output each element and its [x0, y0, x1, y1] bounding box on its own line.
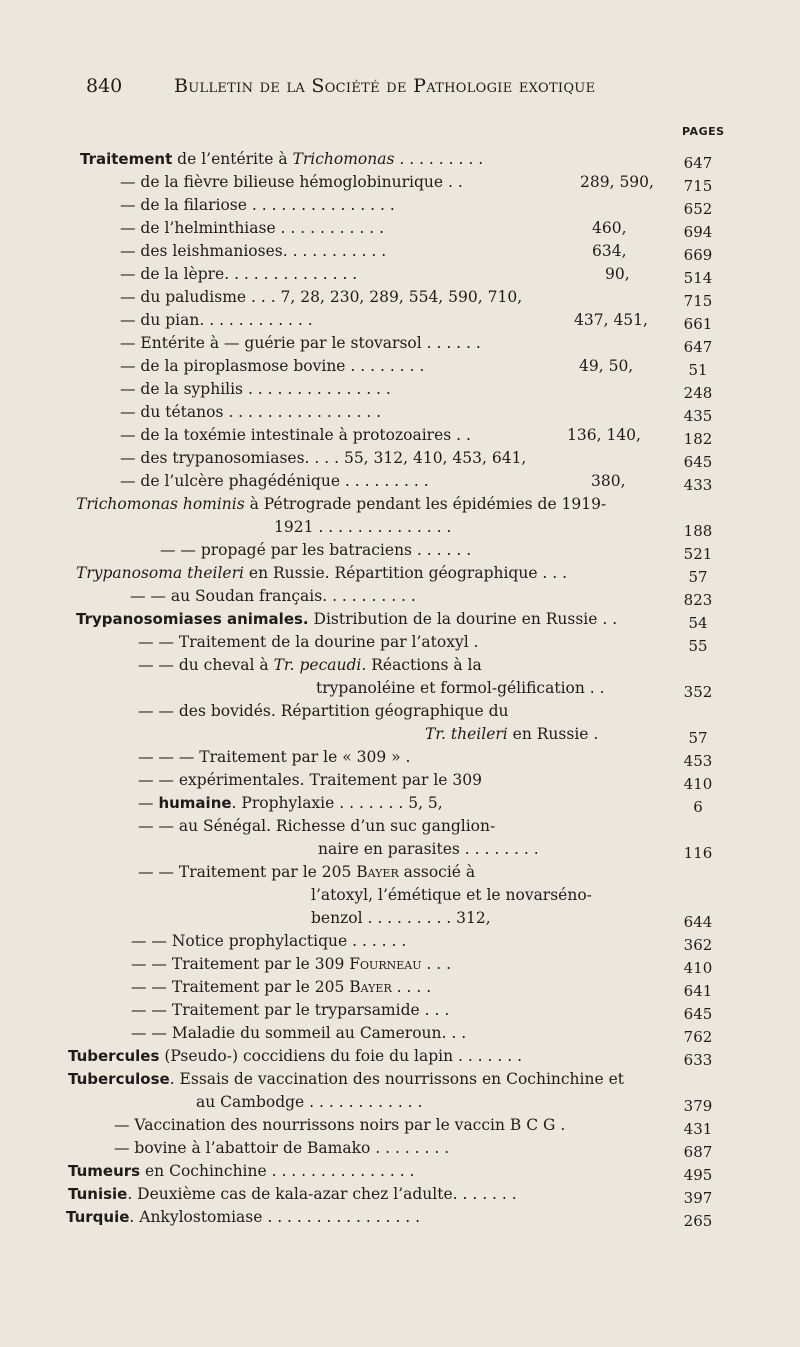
entry-page-number: 644: [683, 913, 713, 931]
entry-page-number: 57: [688, 568, 708, 586]
index-entry: [66, 1206, 662, 1229]
index-entry: [316, 677, 662, 700]
entry-reference-numbers: 90,: [605, 265, 630, 283]
index-entry: [120, 447, 662, 470]
entry-text: — Entérite à — guérie par le stovarsol . . . . . .: [120, 334, 481, 352]
entry-text: Trichomonas hominis: [76, 495, 245, 513]
entry-page-number: 669: [683, 246, 713, 264]
entry-text: — de l’ulcère phagédénique . . . . . . . . .: [120, 472, 429, 490]
entry-text: . Ankylostomiase . . . . . . . . . . . . . . . .: [129, 1208, 421, 1226]
entry-text: —: [138, 794, 159, 812]
entry-text: Tr. pecaudi.: [273, 656, 367, 674]
entry-page-number: 51: [688, 361, 708, 379]
entry-page-number: 645: [683, 1005, 713, 1023]
page-number: 840: [86, 75, 123, 97]
entry-text: — de la piroplasmose bovine . . . . . . . .: [120, 357, 425, 375]
entry-heading: Tubercules: [68, 1047, 160, 1065]
index-entry: [131, 976, 662, 999]
entry-text: — — Traitement par le 309: [131, 955, 350, 973]
entry-heading: Tuberculose: [68, 1070, 170, 1088]
entry-text: — de la fièvre bilieuse hémoglobinurique . .: [120, 173, 463, 191]
index-entry: [120, 378, 662, 401]
index-entry: [120, 332, 662, 355]
entry-page-number: 647: [683, 154, 713, 172]
entry-page-number: 715: [683, 177, 713, 195]
entry-page-number: 431: [683, 1120, 713, 1138]
entry-text: . Deuxième cas de kala-azar chez l’adulte. . . . . . .: [127, 1185, 517, 1203]
entry-text: — — Notice prophylactique . . . . . .: [131, 932, 407, 950]
entry-page-number: 823: [683, 591, 713, 609]
entry-text: Trypanosoma theileri: [76, 564, 244, 582]
entry-page-number: 55: [688, 637, 708, 655]
entry-page-number: 647: [683, 338, 713, 356]
index-entry: [311, 907, 662, 930]
entry-page-number: 248: [683, 384, 713, 402]
journal-title: Bulletin de la Société de Pathologie exotique: [174, 75, 596, 97]
entry-text: en Russie. Répartition géographique . . .: [243, 564, 568, 582]
entry-text: . . .: [421, 955, 452, 973]
index-entry: [120, 217, 662, 240]
entry-text: 1921 . . . . . . . . . . . . . .: [274, 518, 452, 536]
index-entry: [120, 401, 662, 424]
entry-reference-numbers: 437, 451,: [574, 311, 648, 329]
index-entry: [68, 1068, 662, 1091]
index-entry: [138, 861, 662, 884]
entry-text: de l’entérite à: [172, 150, 293, 168]
entry-text: — — des bovidés. Répartition géographique du: [138, 702, 509, 720]
entry-page-number: 435: [683, 407, 713, 425]
entry-page-number: 352: [683, 683, 713, 701]
index-entry: [114, 1114, 662, 1137]
entry-page-number: 265: [683, 1212, 713, 1230]
entry-page-number: 57: [688, 729, 708, 747]
entry-page-number: 514: [683, 269, 713, 287]
entry-text: en Cochinchine . . . . . . . . . . . . . . .: [140, 1162, 415, 1180]
entry-page-number: 694: [683, 223, 713, 241]
entry-page-number: 54: [688, 614, 708, 632]
entry-text: — — du cheval à: [138, 656, 274, 674]
entry-page-number: 379: [683, 1097, 713, 1115]
entry-text: — de la toxémie intestinale à protozoaires . .: [120, 426, 471, 444]
index-entry: [120, 470, 662, 493]
entry-text: — — au Soudan français. . . . . . . . . .: [130, 587, 416, 605]
index-entry: [131, 953, 662, 976]
index-entry: [76, 562, 662, 585]
index-entry: [68, 1183, 662, 1206]
index-entry: [68, 1045, 662, 1068]
index-entry: [120, 263, 662, 286]
entry-text: — des trypanosomiases. . . . 55, 312, 410, 453, 641,: [120, 449, 527, 467]
entry-text: benzol . . . . . . . . . 312,: [311, 909, 491, 927]
entry-page-number: 641: [683, 982, 713, 1000]
entry-heading: Turquie: [66, 1208, 130, 1226]
index-entry: [114, 1137, 662, 1160]
entry-heading: Traitement: [80, 150, 173, 168]
entry-text: — — expérimentales. Traitement par le 309: [138, 771, 482, 789]
entry-page-number: 453: [683, 752, 713, 770]
index-entry: [120, 355, 662, 378]
entry-page-number: 410: [683, 775, 713, 793]
pages-column-label: PAGES: [682, 125, 725, 138]
entry-text: — du pian. . . . . . . . . . . .: [120, 311, 313, 329]
entry-reference-numbers: 634,: [592, 242, 627, 260]
entry-heading: humaine: [158, 794, 232, 812]
entry-page-number: 397: [683, 1189, 713, 1207]
entry-text: — — au Sénégal. Richesse d’un suc ganglion-: [138, 817, 496, 835]
entry-page-number: 661: [683, 315, 713, 333]
index-entry: [138, 654, 662, 677]
entry-text: — Vaccination des nourrissons noirs par le vaccin B C G .: [114, 1116, 566, 1134]
entry-reference-numbers: 289, 590,: [580, 173, 654, 191]
index-entry: [311, 884, 662, 907]
entry-text: — bovine à l’abattoir de Bamako . . . . . . . .: [114, 1139, 450, 1157]
entry-text: l’atoxyl, l’émétique et le novarséno-: [311, 886, 592, 904]
entry-text: . . . . . . . . .: [394, 150, 484, 168]
entry-text: — — — Traitement par le « 309 » .: [138, 748, 411, 766]
entry-reference-numbers: 460,: [592, 219, 627, 237]
index-entry: [76, 493, 662, 516]
entry-page-number: 495: [683, 1166, 713, 1184]
index-entry: [120, 194, 662, 217]
entry-text: — — Traitement par le tryparsamide . . .: [131, 1001, 450, 1019]
index-entry: [160, 539, 662, 562]
entry-reference-numbers: 136, 140,: [567, 426, 641, 444]
entry-page-number: 116: [683, 844, 713, 862]
entry-reference-numbers: 49, 50,: [579, 357, 634, 375]
index-entry: [68, 1160, 662, 1183]
index-entry: [131, 1022, 662, 1045]
entry-text: Fourneau: [349, 955, 422, 973]
index-entry: [131, 999, 662, 1022]
index-entry: [138, 746, 662, 769]
running-header: [86, 66, 646, 106]
index-entry: [120, 309, 662, 332]
entry-text: — de la filariose . . . . . . . . . . . . . . .: [120, 196, 395, 214]
entry-page-number: 433: [683, 476, 713, 494]
index-entry: [138, 631, 662, 654]
index-entry: [138, 700, 662, 723]
index-entry: [138, 769, 662, 792]
entry-text: Réactions à la: [366, 656, 482, 674]
index-entry: [80, 148, 662, 171]
entry-text: — du paludisme . . . 7, 28, 230, 289, 554, 590, 710,: [120, 288, 523, 306]
index-entry: [138, 792, 662, 815]
entry-text: trypanoléine et formol-gélification . .: [316, 679, 605, 697]
entry-text: — — propagé par les batraciens . . . . . .: [160, 541, 472, 559]
entry-page-number: 762: [683, 1028, 713, 1046]
entry-text: — — Maladie du sommeil au Cameroun. . .: [131, 1024, 467, 1042]
entry-page-number: 182: [683, 430, 713, 448]
entry-reference-numbers: 380,: [591, 472, 626, 490]
entry-text: — de l’helminthiase . . . . . . . . . . .: [120, 219, 385, 237]
entry-page-number: 715: [683, 292, 713, 310]
entry-text: au Cambodge . . . . . . . . . . . .: [196, 1093, 423, 1111]
entry-page-number: 633: [683, 1051, 713, 1069]
entry-text: — — Traitement par le 205: [131, 978, 350, 996]
index-entry: [76, 608, 662, 631]
entry-text: Tr. theileri: [425, 725, 508, 743]
index-entry: [120, 171, 662, 194]
entry-page-number: 652: [683, 200, 713, 218]
entry-heading: Tumeurs: [68, 1162, 141, 1180]
index-entry: [425, 723, 662, 746]
entry-text: en Russie .: [507, 725, 599, 743]
entry-page-number: 410: [683, 959, 713, 977]
entry-text: . . . .: [391, 978, 432, 996]
entry-text: — — Traitement de la dourine par l’atoxyl .: [138, 633, 479, 651]
index-entry: [130, 585, 662, 608]
entry-text: associé à: [398, 863, 476, 881]
entry-text: . Essais de vaccination des nourrissons en Cochinchine et: [169, 1070, 624, 1088]
entry-text: (Pseudo-) coccidiens du foie du lapin . . . . . . .: [159, 1047, 523, 1065]
index-entry: [120, 424, 662, 447]
entry-heading: Tunisie: [68, 1185, 128, 1203]
index-entry: [274, 516, 662, 539]
entry-text: Trichomonas: [292, 150, 395, 168]
entry-page-number: 521: [683, 545, 713, 563]
entry-heading: Trypanosomiases animales.: [76, 610, 309, 628]
entry-text: Distribution de la dourine en Russie . .: [308, 610, 618, 628]
entry-page-number: 687: [683, 1143, 713, 1161]
entry-text: . Prophylaxie . . . . . . . 5, 5,: [231, 794, 443, 812]
entry-text: — — Traitement par le 205: [138, 863, 357, 881]
entry-text: — de la syphilis . . . . . . . . . . . . . . .: [120, 380, 391, 398]
index-entry: [131, 930, 662, 953]
index-entry: [120, 240, 662, 263]
entry-text: — de la lèpre. . . . . . . . . . . . . .: [120, 265, 358, 283]
entry-page-number: 645: [683, 453, 713, 471]
entry-page-number: 362: [683, 936, 713, 954]
index-entry: [120, 286, 662, 309]
entry-page-number: 6: [693, 798, 703, 816]
entry-page-number: 188: [683, 522, 713, 540]
index-entry: [318, 838, 662, 861]
entry-text: — des leishmanioses. . . . . . . . . . .: [120, 242, 387, 260]
index-entry: [138, 815, 662, 838]
entry-text: Bayer: [349, 978, 392, 996]
entry-text: — du tétanos . . . . . . . . . . . . . . . .: [120, 403, 382, 421]
index-entry: [196, 1091, 662, 1114]
entry-text: naire en parasites . . . . . . . .: [318, 840, 539, 858]
entry-text: à Pétrograde pendant les épidémies de 1919-: [244, 495, 607, 513]
entry-text: Bayer: [356, 863, 399, 881]
